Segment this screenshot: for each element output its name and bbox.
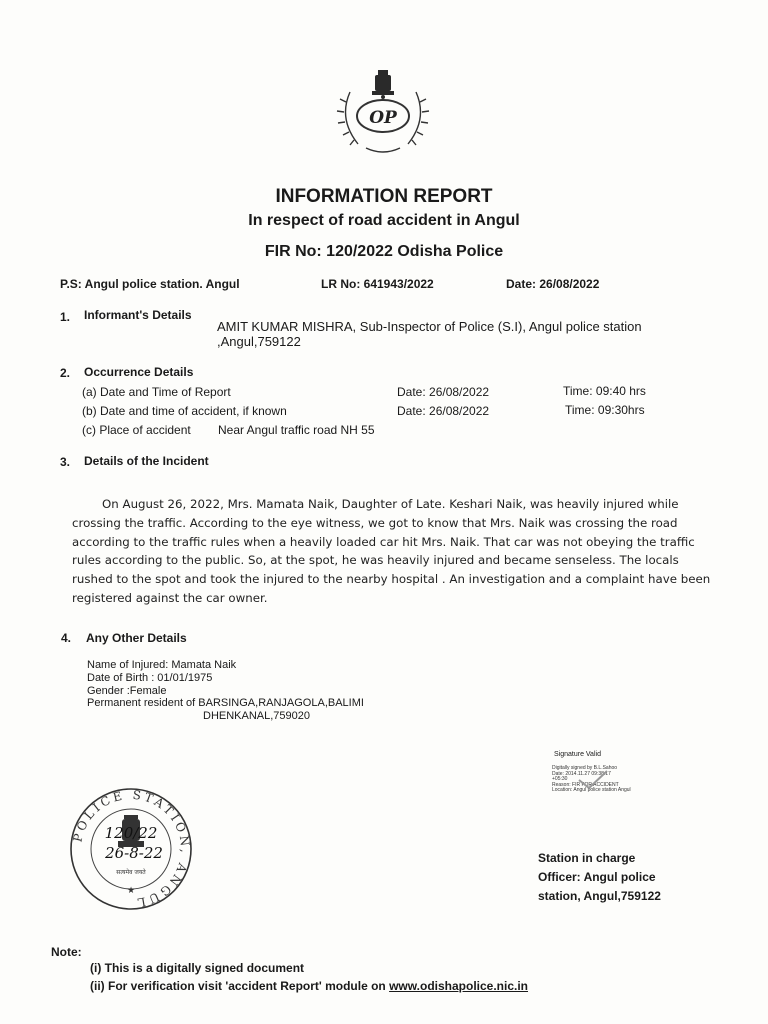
section-1-number: 1.	[60, 310, 71, 324]
svg-text:26-8-22: 26-8-22	[105, 844, 163, 862]
note-item-1: (i) This is a digitally signed document	[90, 961, 305, 975]
accident-time-value: Time: 09:30hrs	[565, 403, 645, 417]
svg-text:OP: OP	[369, 108, 397, 128]
place-label: (c) Place of accident	[82, 423, 191, 437]
signature-check-icon	[575, 768, 611, 792]
incident-paragraph	[72, 495, 712, 608]
section-2-label: Occurrence Details	[84, 365, 194, 379]
report-date-value: Date: 26/08/2022	[397, 385, 490, 399]
verification-link[interactable]: www.odishapolice.nic.in	[389, 979, 529, 993]
section-4-label: Any Other Details	[86, 631, 187, 645]
signature-detail: Date: 2014.11.27 09:38:17	[552, 770, 611, 777]
incident-text: On August 26, 2022, Mrs. Mamata Naik, Daughter of Late. Keshari Naik, was heavily injured while crossing the traffic. According to the eye witness, we got to know that Mrs. Naik was crossing the road according to the traffic rules when a heavily loaded car hit Mrs. Naik. That car was not obeying the traffic rules according to the public. So, at the spot, he was heavily injured and became senseless. The locals rushed to the spot and took the injured to the nearby hospital . An investigation and a complaint have been registered against the car owner.	[72, 497, 711, 605]
svg-text:POLICE STATION, ANGUL: POLICE STATION, ANGUL	[70, 787, 193, 911]
injured-address-district: DHENKANAL,759020	[203, 710, 311, 722]
section-3-label: Details of the Incident	[84, 454, 209, 468]
place-value: Near Angul traffic road NH 55	[218, 423, 375, 437]
informant-line-1: AMIT KUMAR MISHRA, Sub-Inspector of Police (S.I), Angul police station	[217, 319, 642, 334]
svg-text:120/22: 120/22	[104, 824, 158, 842]
section-1-label: Informant's Details	[84, 308, 192, 322]
fir-number: FIR No: 120/2022 Odisha Police	[264, 243, 504, 260]
officer-line-2: Officer: Angul police	[538, 870, 656, 884]
report-datetime-label: (a) Date and Time of Report	[82, 385, 231, 399]
police-station-stamp	[64, 785, 198, 913]
report-subtitle: In respect of road accident in Angul	[248, 212, 520, 229]
injured-dob: Date of Birth : 01/01/1975	[87, 672, 213, 684]
police-station: P.S: Angul police station. Angul	[60, 277, 240, 291]
odisha-police-emblem	[330, 64, 436, 160]
section-3-number: 3.	[60, 455, 71, 469]
injured-address: Permanent resident of BARSINGA,RANJAGOLA,BALIMI	[87, 697, 364, 709]
informant-line-2: ,Angul,759122	[217, 334, 301, 349]
section-2-number: 2.	[60, 366, 71, 380]
signature-detail: Digitally signed by B.L.Sahoo	[552, 765, 618, 771]
injured-name: Name of Injured: Mamata Naik	[87, 659, 237, 671]
note-item-2-text: (ii) For verification visit 'accident Report' module on	[90, 979, 390, 993]
signature-detail: Reason: FIR FOR ACCIDENT	[552, 781, 619, 788]
signature-detail: +05:30	[552, 776, 568, 783]
note-item-2	[90, 979, 528, 993]
report-time-value: Time: 09:40 hrs	[563, 384, 646, 398]
note-label: Note:	[51, 945, 82, 959]
signature-detail: Location: Angul police station Angul	[552, 787, 631, 794]
svg-text:सत्यमेव जयते: सत्यमेव जयते	[116, 869, 146, 876]
svg-text:★: ★	[126, 885, 136, 895]
section-4-number: 4.	[61, 631, 72, 645]
lr-number: LR No: 641943/2022	[321, 277, 434, 291]
officer-line-3: station, Angul,759122	[538, 889, 661, 903]
signature-valid-label: Signature Valid	[554, 751, 601, 758]
injured-gender: Gender :Female	[87, 685, 167, 697]
accident-datetime-label: (b) Date and time of accident, if known	[82, 404, 287, 418]
accident-date-value: Date: 26/08/2022	[397, 404, 490, 418]
officer-line-1: Station in charge	[538, 851, 636, 865]
report-date: Date: 26/08/2022	[506, 277, 600, 291]
report-title: INFORMATION REPORT	[275, 186, 493, 207]
